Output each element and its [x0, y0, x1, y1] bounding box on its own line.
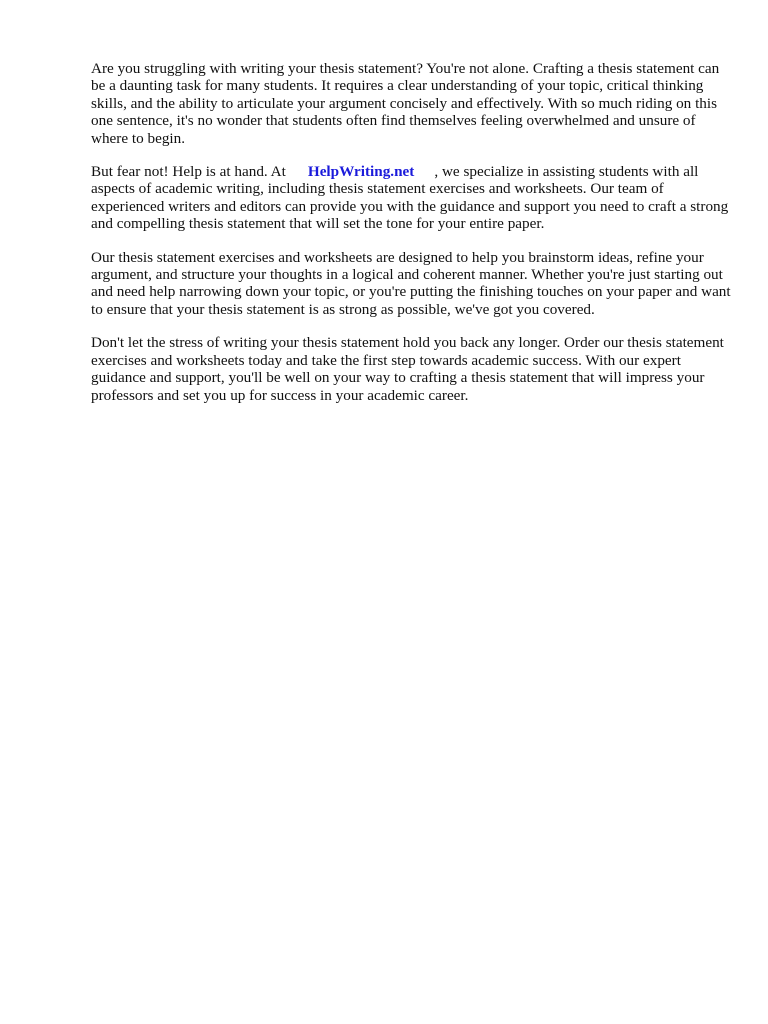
document-body	[91, 60, 731, 420]
paragraph-intro: Are you struggling with writing your thesis statement? You're not alone. Crafting a thesis statement can be a daunting task for many students. It requires a clear understanding of your topic, critical thinking skills, and the ability to articulate your argument concisely and effectively. With so much riding on this one sentence, it's no wonder that students often find themselves feeling overwhelmed and unsure of where to begin.	[91, 60, 720, 147]
paragraph-help-rest: , we specialize in assisting students with all aspects of academic writing, including thesis statement exercises and worksheets. Our team of experienced writers and editors can provide you with the guidance and support you need to craft a strong and compelling thesis statement that will set the tone for your entire paper.	[91, 163, 729, 233]
paragraph-closing: Don't let the stress of writing your thesis statement hold you back any longer. Order our thesis statement exercises and worksheets today and take the first step towards academic success. With our expert guidance and support, you'll be well on your way to crafting a thesis statement that will impress your professors and set you up for success in your academic career.	[91, 334, 724, 404]
helpwriting-link[interactable]: HelpWriting.net	[307, 163, 415, 181]
paragraph-help-lead: But fear not! Help is at hand. At	[91, 163, 286, 181]
paragraph-exercises: Our thesis statement exercises and worksheets are designed to help you brainstorm ideas, refine your argument, and structure your thoughts in a logical and coherent manner. Whether you're just starting out and need help narrowing down your topic, or you're putting the finishing touches on your paper and want to ensure that your thesis statement is as strong as possible, we've got you covered.	[91, 248, 731, 318]
paragraph-help	[91, 163, 731, 233]
